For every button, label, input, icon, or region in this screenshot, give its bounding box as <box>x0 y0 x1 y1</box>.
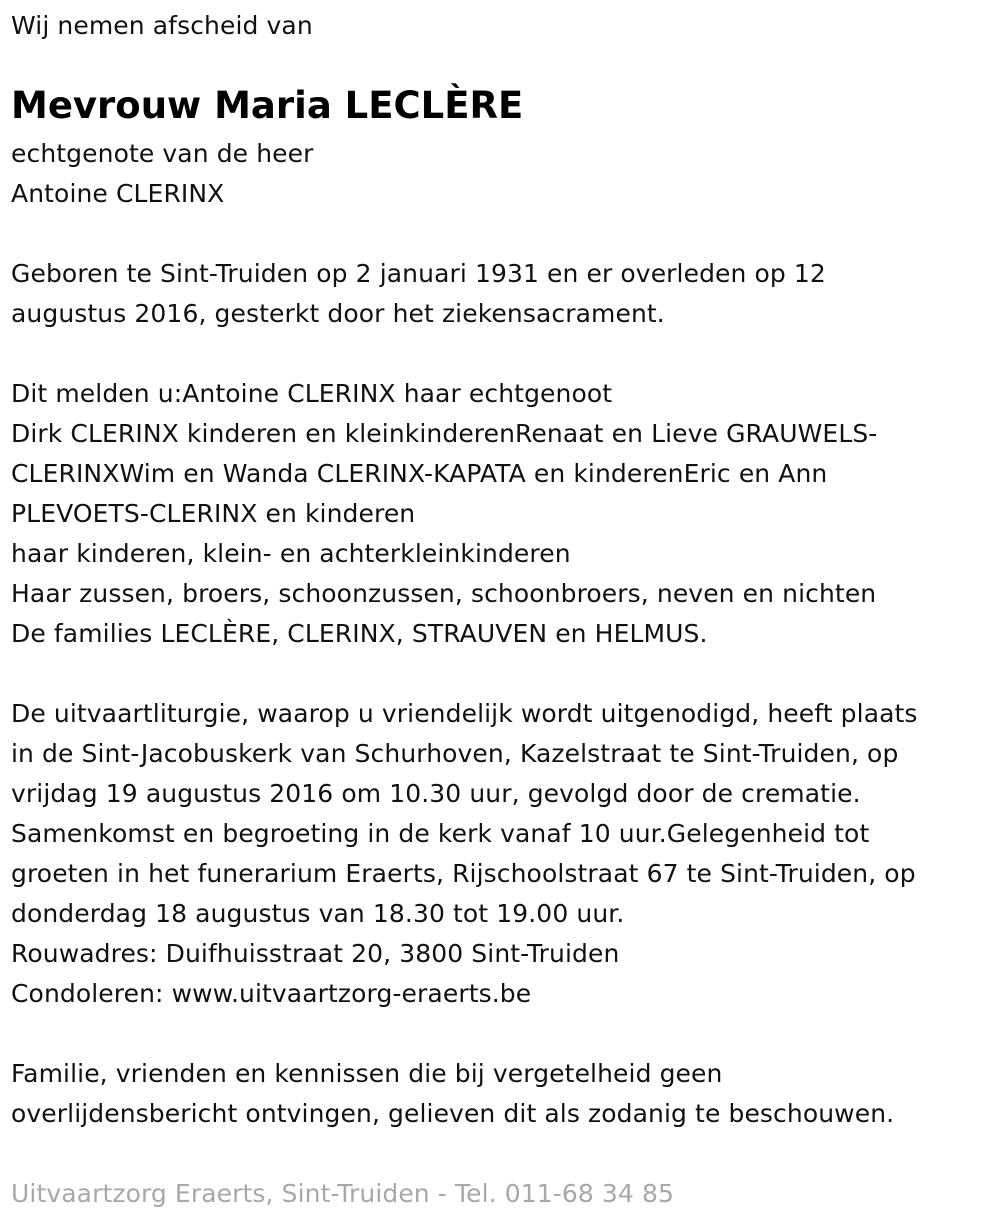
announced-by-line: De families LECLÈRE, CLERINX, STRAUVEN en HELMUS. <box>11 619 708 648</box>
notice-block <box>11 1054 894 1134</box>
announced-by-block <box>11 374 877 654</box>
funeral-line: donderdag 18 augustus van 18.30 tot 19.00 uur. <box>11 899 625 928</box>
spouse-name: Antoine CLERINX <box>11 179 225 208</box>
announced-by-line: Dirk CLERINX kinderen en kleinkinderenRenaat en Lieve GRAUWELS- <box>11 419 878 448</box>
mourning-address: Rouwadres: Duifhuisstraat 20, 3800 Sint-Truiden <box>11 939 620 968</box>
funeral-details-block <box>11 694 918 1014</box>
announced-by-line: PLEVOETS-CLERINX en kinderen <box>11 499 416 528</box>
announced-by-line: Haar zussen, broers, schoonzussen, schoonbroers, neven en nichten <box>11 579 877 608</box>
announced-by-line: haar kinderen, klein- en achterkleinkinderen <box>11 539 571 568</box>
birth-death-line: Geboren te Sint-Truiden op 2 januari 1931 en er overleden op 12 <box>11 259 826 288</box>
funeral-line: in de Sint-Jacobuskerk van Schurhoven, Kazelstraat te Sint-Truiden, op <box>11 739 899 768</box>
intro-text: Wij nemen afscheid van <box>11 11 313 40</box>
funeral-line: Samenkomst en begroeting in de kerk vanaf 10 uur.Gelegenheid tot <box>11 819 870 848</box>
funeral-line: vrijdag 19 augustus 2016 om 10.30 uur, gevolgd door de crematie. <box>11 779 861 808</box>
condolence-link[interactable]: Condoleren: www.uitvaartzorg-eraerts.be <box>11 979 532 1008</box>
deceased-name: Mevrouw Maria LECLÈRE <box>11 84 524 127</box>
funeral-line: groeten in het funerarium Eraerts, Rijschoolstraat 67 te Sint-Truiden, op <box>11 859 916 888</box>
footer-credit: Uitvaartzorg Eraerts, Sint-Truiden - Tel. 011-68 34 85 <box>11 1179 674 1208</box>
birth-death-line: augustus 2016, gesterkt door het ziekensacrament. <box>11 299 665 328</box>
announced-by-line: Dit melden u:Antoine CLERINX haar echtgenoot <box>11 379 613 408</box>
funeral-line: De uitvaartliturgie, waarop u vriendelijk wordt uitgenodigd, heeft plaats <box>11 699 918 728</box>
announced-by-line: CLERINXWim en Wanda CLERINX-KAPATA en kinderenEric en Ann <box>11 459 828 488</box>
notice-line: Familie, vrienden en kennissen die bij vergetelheid geen <box>11 1059 723 1088</box>
spouse-line: echtgenote van de heer <box>11 139 314 168</box>
notice-line: overlijdensbericht ontvingen, gelieven dit als zodanig te beschouwen. <box>11 1099 895 1128</box>
spouse-block <box>11 134 313 214</box>
birth-death-block <box>11 254 826 334</box>
